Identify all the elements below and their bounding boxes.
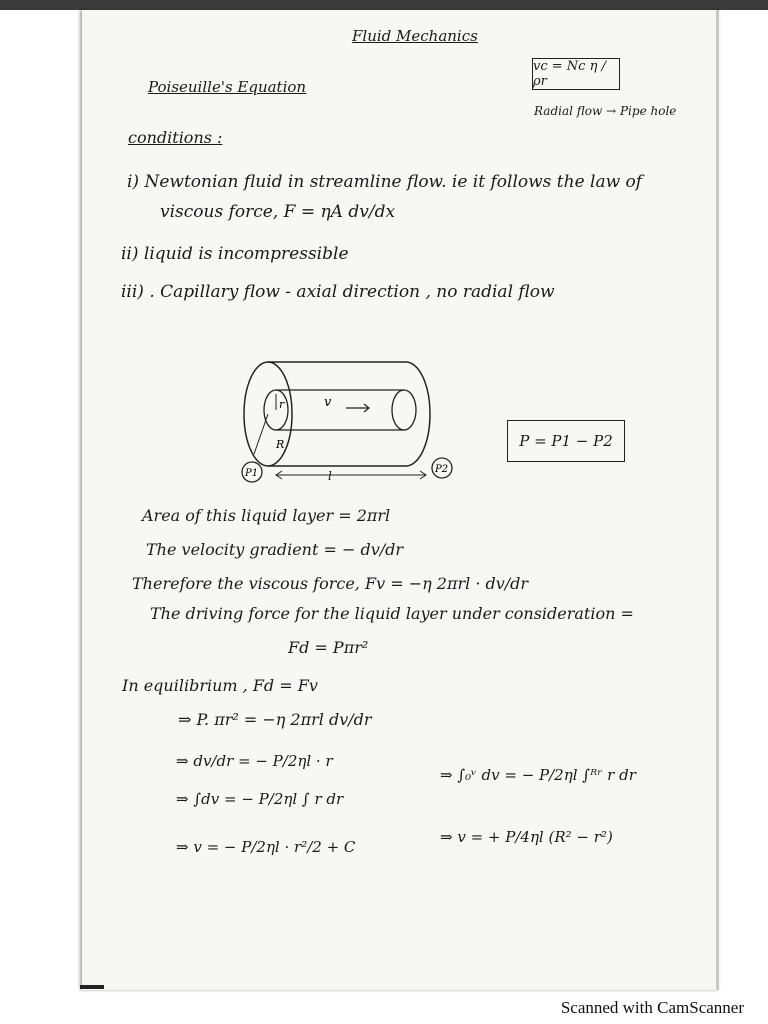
inner-layer-walls [276, 390, 404, 430]
derivation-line-5: Fd = Pπr² [288, 638, 369, 657]
label-r: r [279, 398, 285, 411]
equation-right-1: ⇒ ∫₀ᵛ dv = − P/2ηl ∫ᴿʳ r dr [440, 766, 636, 784]
scan-top-strip [0, 0, 768, 10]
section-subtitle: Poiseuille's Equation [148, 78, 307, 96]
condition-1-continued: viscous force, F = ηA dv/dx [160, 202, 396, 222]
radius-R-line [254, 414, 268, 454]
tube-outer-right-end [406, 362, 430, 466]
radial-flow-note: Radial flow → Pipe hole [534, 104, 677, 118]
condition-1: i) Newtonian fluid in streamline flow. ie it follows the law of [127, 172, 643, 192]
condition-3: iii) . Capillary flow - axial direction , no radial flow [121, 282, 555, 302]
scanner-watermark: Scanned with CamScanner [560, 998, 744, 1017]
conditions-heading: conditions : [128, 128, 223, 147]
equation-left-3: ⇒ v = − P/2ηl · r²/2 + C [176, 838, 356, 856]
equation-left-2: ⇒ ∫dv = − P/2ηl ∫ r dr [176, 790, 344, 808]
tube-outer-walls [268, 362, 406, 466]
equation-right-2: ⇒ v = + P/4ηl (R² − r²) [440, 828, 613, 846]
derivation-line-4: The driving force for the liquid layer under consideration = [150, 604, 634, 623]
critical-velocity-formula-box: vc = Nc η / ρr [532, 58, 620, 90]
page-corner-mark [80, 985, 104, 989]
inner-layer-right-end [392, 390, 416, 430]
pressure-difference-box: P = P1 − P2 [507, 420, 625, 462]
label-l: l [328, 469, 332, 483]
label-P2: P2 [435, 464, 449, 475]
label-v: v [324, 395, 332, 410]
derivation-line-3: Therefore the viscous force, Fv = −η 2πrl · dv/dr [132, 574, 529, 593]
derivation-line-7: ⇒ P. πr² = −η 2πrl dv/dr [178, 710, 372, 729]
derivation-line-2: The velocity gradient = − dv/dr [146, 540, 404, 559]
equation-left-1: ⇒ dv/dr = − P/2ηl · r [176, 752, 333, 770]
page-title: Fluid Mechanics [352, 27, 478, 45]
capillary-tube-diagram [236, 356, 466, 486]
condition-2: ii) liquid is incompressible [121, 244, 349, 264]
derivation-line-1: Area of this liquid layer = 2πrl [142, 506, 391, 525]
derivation-line-6: In equilibrium , Fd = Fv [122, 676, 318, 695]
label-R: R [276, 438, 285, 451]
label-P1: P1 [245, 468, 259, 479]
page-right-edge [716, 10, 719, 990]
